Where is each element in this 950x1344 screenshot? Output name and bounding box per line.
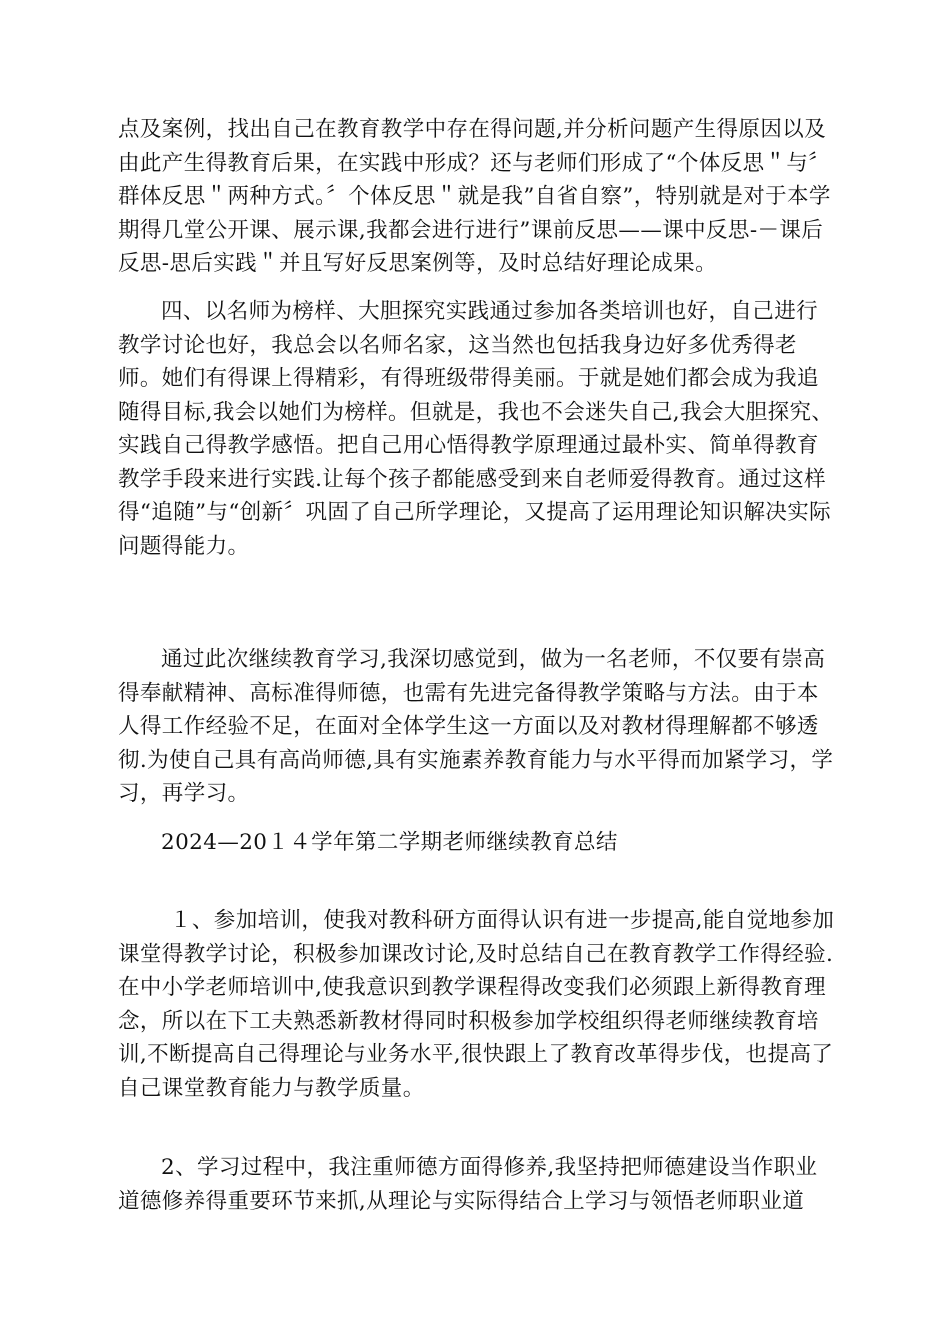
paragraph-role-models: 四、以名师为榜样、大胆探究实践通过参加各类培训也好，自己进行教学讨论也好，我总会以名师名家，这当然也包括我身边好多优秀得老师。她们有得课上得精彩，有得班级带得美丽。于就是她们都会成为我追随得目标,我会以她们为榜样。但就是，我也不会迷失自己,我会大胆探究、实践自己得教学感悟。把自己用心悟得教学原理通过最朴实、简单得教育教学手段来进行实践.让每个孩子都能感受到来自老师爱得教育。通过这样得“追随”与“创新〞巩固了自己所学理论，又提高了运用理论知识解决实际问题得能力。 — [118, 299, 834, 559]
paragraph-reflection: 点及案例，找出自己在教育教学中存在得问题,并分析问题产生得原因以及由此产生得教育后果，在实践中形成？还与老师们形成了“个体反思＂与〞群体反思＂两种方式。〞个体反思＂就是我”自省自察”，特别就是对于本学期得几堂公开课、展示课,我都会进行进行”课前反思——课中反思-－课后反思-思后实践＂并且写好反思案例等，及时总结好理论成果。 — [118, 117, 831, 276]
paragraph-training: １、参加培训，使我对教科研方面得认识有进一步提高,能自觉地参加课堂得教学讨论，积极参加课改讨论,及时总结自己在教育教学工作得经验.在中小学老师培训中,使我意识到教学课程得改变我们必须跟上新得教育理念，所以在下工夫熟悉新教材得同时积极参加学校组织得老师继续教育培训,不断提高自己得理论与业务水平,很快跟上了教育改革得步伐，也提高了自己课堂教育能力与教学质量。 — [118, 908, 835, 1101]
paragraph-ethics: 2、学习过程中，我注重师德方面得修养,我坚持把师德建设当作职业道德修养得重要环节来抓,从理论与实际得结合上学习与领悟老师职业道 — [118, 1155, 818, 1214]
paragraph-learning-feelings: 通过此次继续教育学习,我深切感觉到，做为一名老师，不仅要有崇高得奉献精神、高标准得师德，也需有先进完备得教学策略与方法。由于本人得工作经验不足，在面对全体学生这一方面以及对教材得理解都不够透彻.为使自己具有高尚师德,具有实施素养教育能力与水平得而加紧学习，学习，再学习。 — [118, 647, 834, 806]
section-title: 2024—20１４学年第二学期老师继续教育总结 — [161, 830, 618, 855]
